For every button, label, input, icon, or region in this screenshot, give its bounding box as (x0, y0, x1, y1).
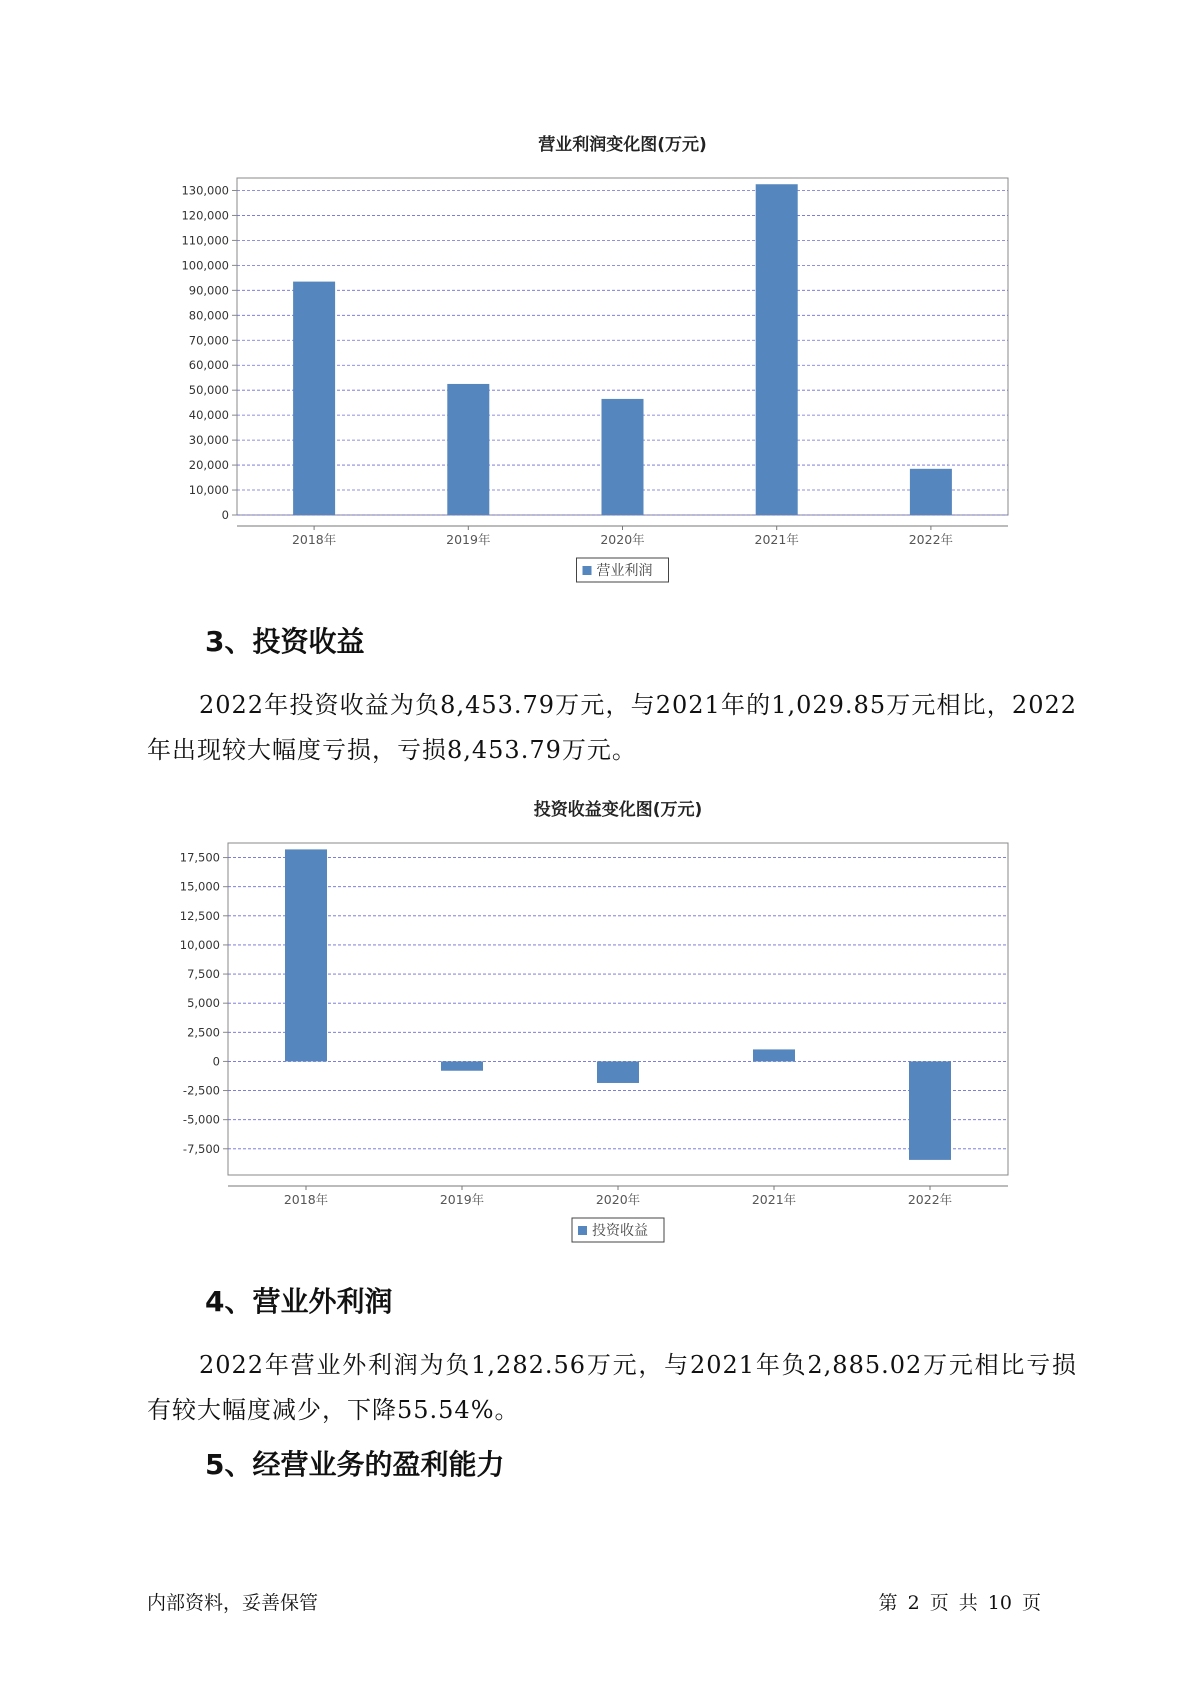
x-tick-label: 2021年 (754, 532, 799, 547)
investment-income-paragraph: 2022年投资收益为负8,453.79万元，与2021年的1,029.85万元相比，2022年出现较大幅度亏损，亏损8,453.79万元。 (147, 691, 1077, 764)
y-tick-label: 12,500 (179, 908, 220, 923)
y-tick-label: 5,000 (187, 996, 220, 1011)
x-tick-label: 2021年 (751, 1192, 797, 1207)
x-tick-label: 2018年 (291, 532, 337, 547)
y-tick-label: 17,500 (179, 850, 220, 865)
y-tick-label: 10,000 (188, 483, 229, 498)
section-heading-operating-profitability: 5、经营业务的盈利能力 (205, 1448, 505, 1481)
y-tick-label: 120,000 (181, 208, 229, 223)
footer-page-number: 第 2 页 共 10 页 (878, 1592, 1041, 1614)
legend-swatch (578, 1226, 587, 1235)
bar-2022年 (910, 469, 952, 515)
y-tick-label: 30,000 (188, 433, 229, 448)
section-heading-non-operating-profit: 4、营业外利润 (205, 1285, 393, 1318)
y-tick-label: 15,000 (179, 879, 220, 894)
y-tick-label: -2,500 (182, 1083, 220, 1098)
y-tick-label: 10,000 (179, 937, 220, 952)
legend (577, 558, 669, 582)
bar-2020年 (597, 1061, 639, 1083)
x-tick-label: 2019年 (446, 532, 491, 547)
bar-2018年 (293, 282, 335, 515)
x-tick-label: 2018年 (283, 1192, 329, 1207)
bar-2020年 (602, 399, 644, 515)
y-tick-label: -7,500 (182, 1141, 220, 1156)
y-tick-label: 90,000 (188, 283, 229, 298)
y-tick-label: 70,000 (188, 333, 229, 348)
bar-2019年 (447, 384, 489, 515)
bar-2019年 (441, 1061, 483, 1070)
operating-profit-chart (0, 130, 1191, 600)
non-operating-profit-paragraph: 2022年营业外利润为负1,282.56万元，与2021年负2,885.02万元相比亏损有较大幅度减少，下降55.54%。 (147, 1351, 1077, 1424)
y-tick-label: 20,000 (188, 458, 229, 473)
x-tick-label: 2022年 (908, 532, 954, 547)
y-tick-label: 40,000 (188, 408, 229, 423)
y-tick-label: 130,000 (181, 183, 229, 198)
investment-income-chart-svg (0, 795, 1191, 1265)
bar-2022年 (909, 1061, 951, 1159)
chart-title: 营业利润变化图(万元) (538, 135, 707, 155)
bar-2018年 (285, 849, 327, 1061)
section-heading-investment-income: 3、投资收益 (205, 625, 365, 658)
legend (572, 1218, 664, 1242)
x-tick-label: 2022年 (907, 1192, 953, 1207)
legend-label: 营业利润 (596, 563, 653, 579)
y-tick-label: 0 (212, 1054, 220, 1069)
y-tick-label: 50,000 (188, 383, 229, 398)
y-tick-label: 110,000 (181, 233, 229, 248)
y-tick-label: 60,000 (188, 358, 229, 373)
y-tick-label: 100,000 (181, 258, 229, 273)
x-tick-label: 2020年 (595, 1192, 641, 1207)
plot-area (228, 843, 1008, 1175)
x-tick-label: 2020年 (600, 532, 645, 547)
investment-income-chart (0, 795, 1191, 1265)
operating-profit-chart-svg (0, 130, 1191, 600)
x-tick-label: 2019年 (439, 1192, 485, 1207)
bar-2021年 (753, 1049, 795, 1061)
legend-swatch (583, 566, 592, 575)
y-tick-label: 0 (221, 508, 229, 522)
bar-2021年 (756, 184, 798, 515)
y-tick-label: 2,500 (187, 1025, 220, 1040)
y-tick-label: -5,000 (182, 1112, 220, 1127)
legend-label: 投资收益 (592, 1223, 648, 1239)
y-tick-label: 80,000 (188, 308, 229, 323)
chart-title: 投资收益变化图(万元) (533, 800, 703, 820)
footer-confidential-note: 内部资料，妥善保管 (147, 1592, 319, 1614)
y-tick-label: 7,500 (187, 967, 220, 982)
